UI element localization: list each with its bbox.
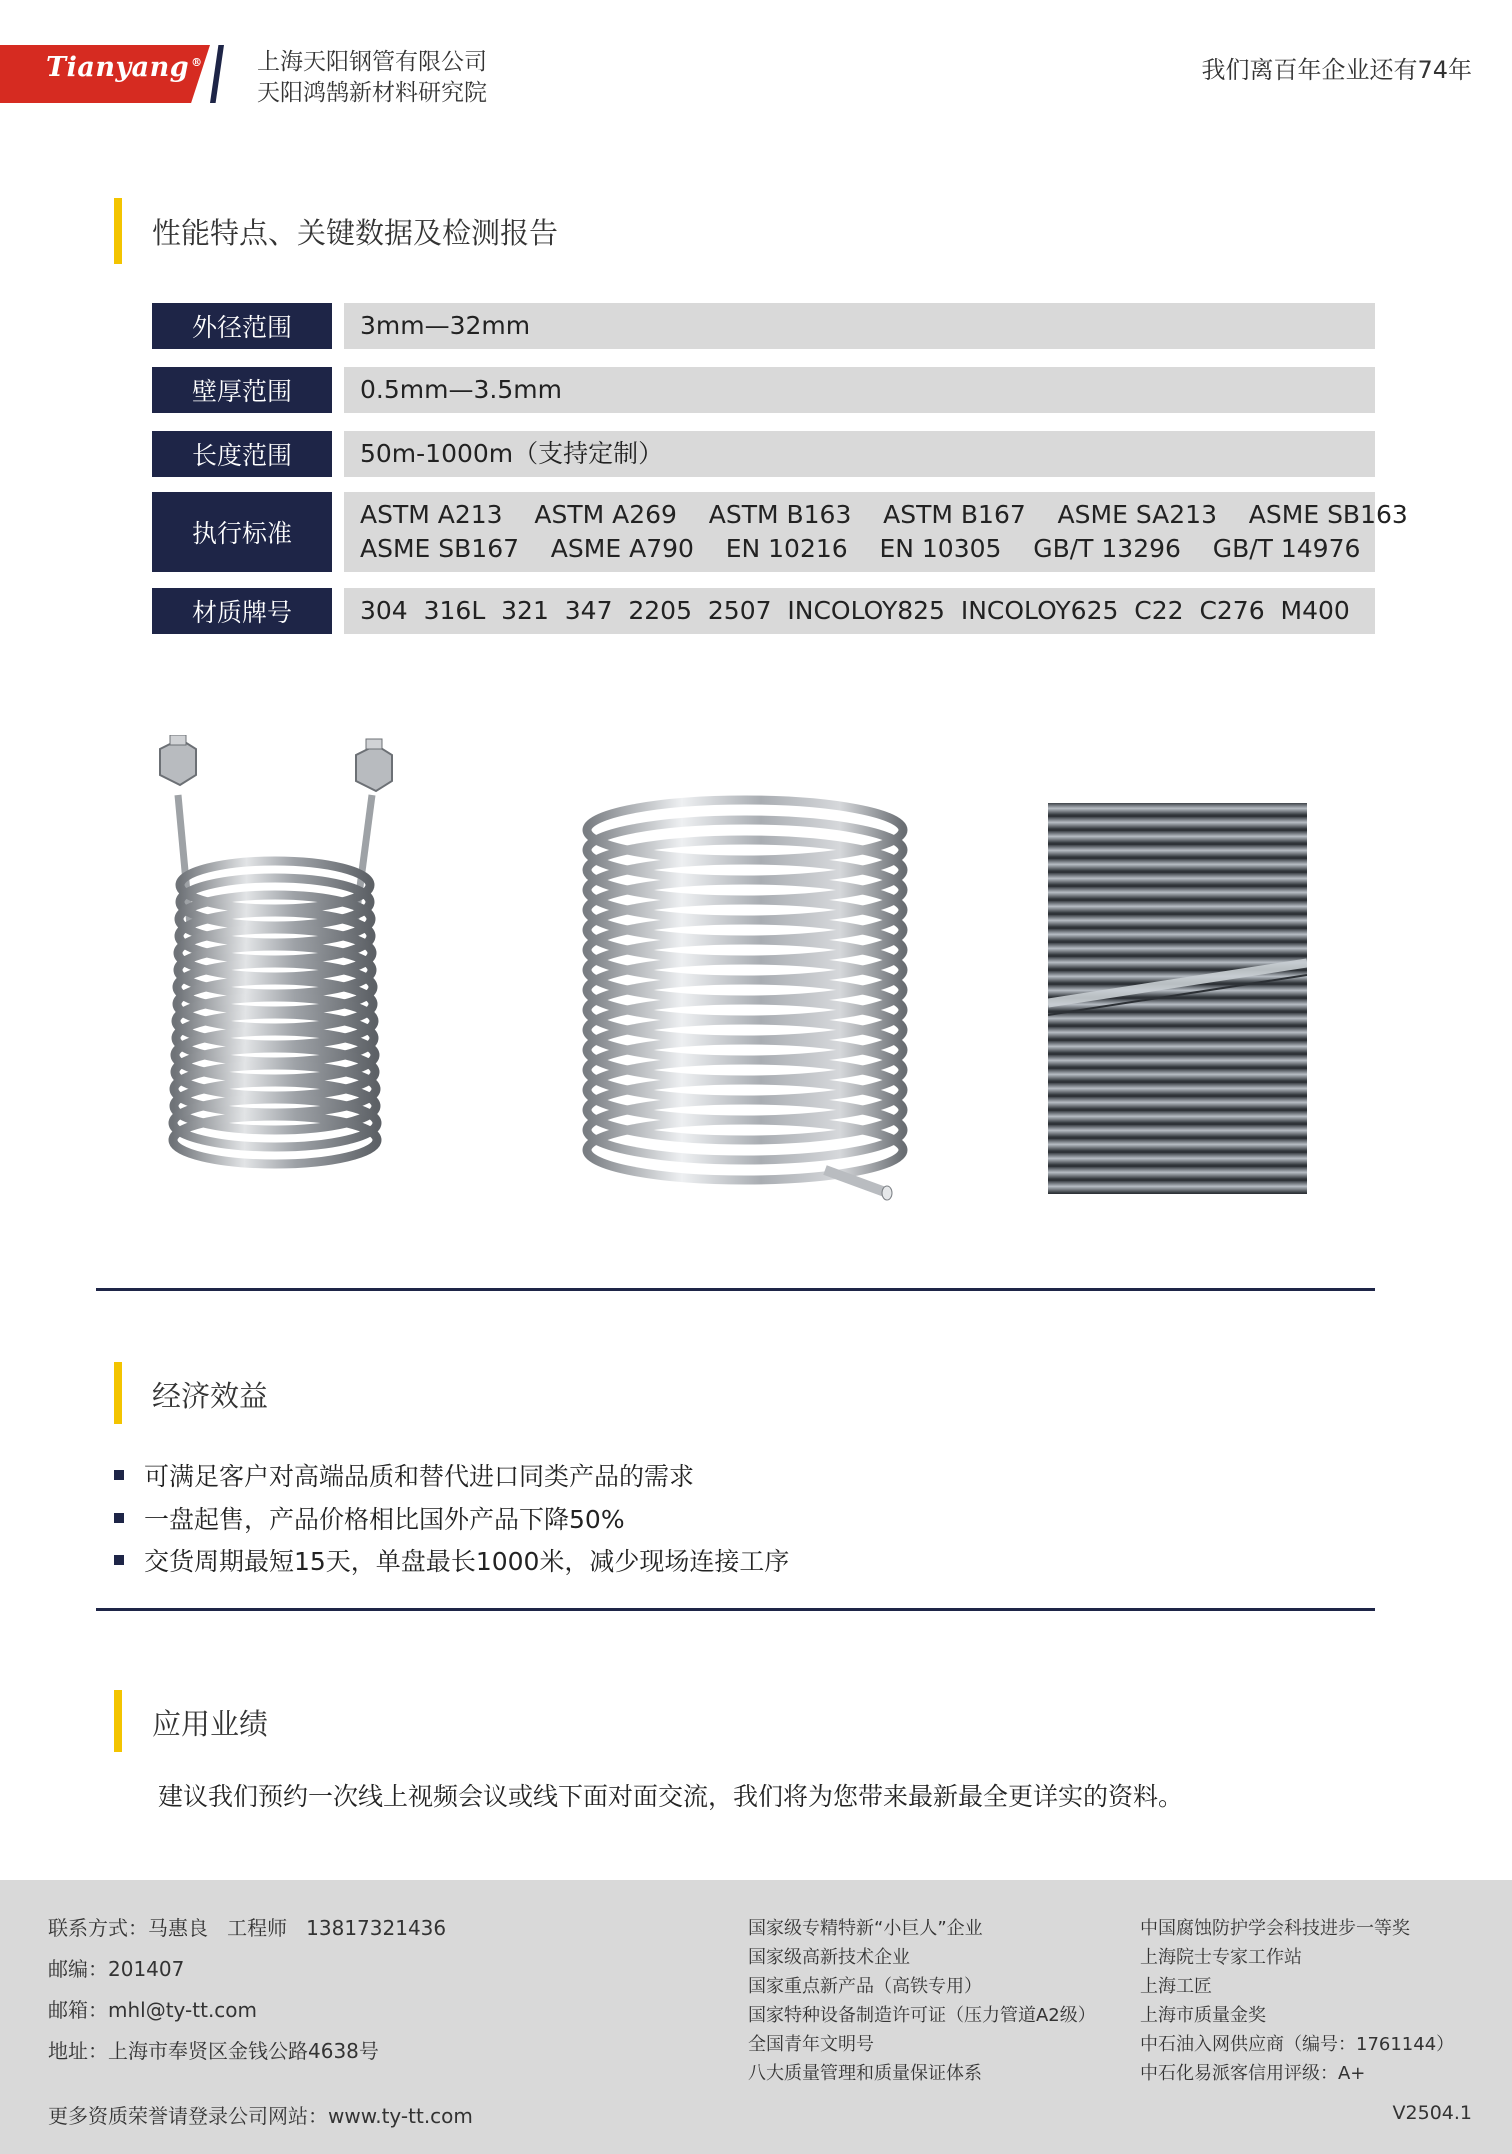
spec-label: 执行标准 <box>152 492 332 572</box>
honor-item: 中国腐蚀防护学会科技进步一等奖 <box>1140 1918 1410 1939</box>
spec-value <box>344 431 1375 477</box>
honor-item: 上海市质量金奖 <box>1140 2005 1266 2026</box>
bullet-square-icon <box>114 1470 124 1480</box>
bullet-text: 可满足客户对高端品质和替代进口同类产品的需求 <box>144 1462 695 1491</box>
spec-value <box>344 303 1375 349</box>
spec-value-line: ASME SB167 ASME A790 EN 10216 EN 10305 GB/T 13296 GB/T 14976 <box>360 534 1361 563</box>
honor-item: 国家级专精特新“小巨人”企业 <box>748 1918 983 1939</box>
section-divider <box>96 1608 1375 1611</box>
coil-closeup-texture <box>1048 803 1307 1194</box>
honor-item: 国家级高新技术企业 <box>748 1947 910 1968</box>
spec-row-wall-thickness <box>152 367 1375 413</box>
honor-item: 国家特种设备制造许可证（压力管道A2级） <box>748 2005 1096 2026</box>
footer-website: 更多资质荣誉请登录公司网站：www.ty-tt.com <box>48 2104 473 2128</box>
footer-address: 地址：上海市奉贤区金钱公路4638号 <box>48 2039 379 2063</box>
honor-item: 全国青年文明号 <box>748 2034 874 2055</box>
spec-value <box>344 492 1408 572</box>
section-title-application: 应用业绩 <box>152 1707 269 1741</box>
section-marker <box>114 1362 122 1424</box>
spec-value-line: 50m-1000m（支持定制） <box>360 439 664 468</box>
coil-with-fittings-image <box>150 735 440 1195</box>
bullet-square-icon <box>114 1555 124 1565</box>
section-marker <box>114 198 122 264</box>
footer-postcode: 邮编：201407 <box>48 1957 185 1981</box>
spec-row-length <box>152 431 1375 477</box>
section-divider <box>96 1288 1375 1291</box>
registered-mark: ® <box>191 56 203 69</box>
spec-value-line: 304 316L 321 347 2205 2507 INCOLOY825 INCOLOY625 C22 C276 M400 <box>360 596 1350 625</box>
logo-divider <box>210 45 224 103</box>
honor-item: 上海工匠 <box>1140 1976 1212 1997</box>
honor-item: 国家重点新产品（高铁专用） <box>748 1976 982 1997</box>
spec-label: 材质牌号 <box>152 588 332 634</box>
footer-honors-col1 <box>748 1914 1096 2088</box>
footer-honors-col2 <box>1140 1914 1454 2088</box>
spec-label: 长度范围 <box>152 431 332 477</box>
spec-label: 外径范围 <box>152 303 332 349</box>
company-name-block <box>257 47 487 109</box>
section-title-economy: 经济效益 <box>152 1379 269 1413</box>
bullet-text: 交货周期最短15天，单盘最长1000米，减少现场连接工序 <box>144 1547 790 1576</box>
spec-value-line: ASTM A213 ASTM A269 ASTM B163 ASTM B167 ASME SA213 ASME SB163 <box>360 500 1408 529</box>
footer-contact: 联系方式：马惠良 工程师 13817321436 <box>48 1916 447 1940</box>
honor-item: 八大质量管理和质量保证体系 <box>748 2063 982 2084</box>
spec-value-line: 3mm—32mm <box>360 311 531 340</box>
bullet-item <box>114 1542 789 1578</box>
coil-closeup-photo <box>1048 803 1307 1194</box>
section-title-performance: 性能特点、关键数据及检测报告 <box>152 216 559 250</box>
header-slogan: 我们离百年企业还有74年 <box>1201 56 1472 84</box>
spec-label: 壁厚范围 <box>152 367 332 413</box>
honor-item: 中石化易派客信用评级：A+ <box>1140 2063 1366 2084</box>
footer-email: 邮箱：mhl@ty-tt.com <box>48 1998 258 2022</box>
plain-coil-image <box>575 790 920 1210</box>
bullet-item <box>114 1500 625 1536</box>
spec-value-line: 0.5mm—3.5mm <box>360 375 562 404</box>
company-logo <box>46 52 203 83</box>
spec-value <box>344 367 1375 413</box>
spec-row-standards <box>152 492 1408 572</box>
application-text: 建议我们预约一次线上视频会议或线下面对面交流，我们将为您带来最新最全更详实的资料。 <box>158 1782 1184 1811</box>
honor-item: 上海院士专家工作站 <box>1140 1947 1302 1968</box>
logo-wordmark: Tianyang <box>46 52 190 83</box>
institute-name: 天阳鸿鹄新材料研究院 <box>257 80 487 106</box>
honor-item: 中石油入网供应商（编号：1761144） <box>1140 2034 1455 2055</box>
footer-version: V2504.1 <box>1392 2102 1472 2124</box>
company-name: 上海天阳钢管有限公司 <box>257 49 487 75</box>
bullet-text: 一盘起售，产品价格相比国外产品下降50% <box>144 1505 625 1534</box>
spec-row-outer-diameter <box>152 303 1375 349</box>
spec-value <box>344 588 1375 634</box>
bullet-item <box>114 1457 694 1493</box>
footer-contact-block <box>48 1912 446 2076</box>
section-marker <box>114 1690 122 1752</box>
bullet-square-icon <box>114 1513 124 1523</box>
spec-row-materials <box>152 588 1375 634</box>
